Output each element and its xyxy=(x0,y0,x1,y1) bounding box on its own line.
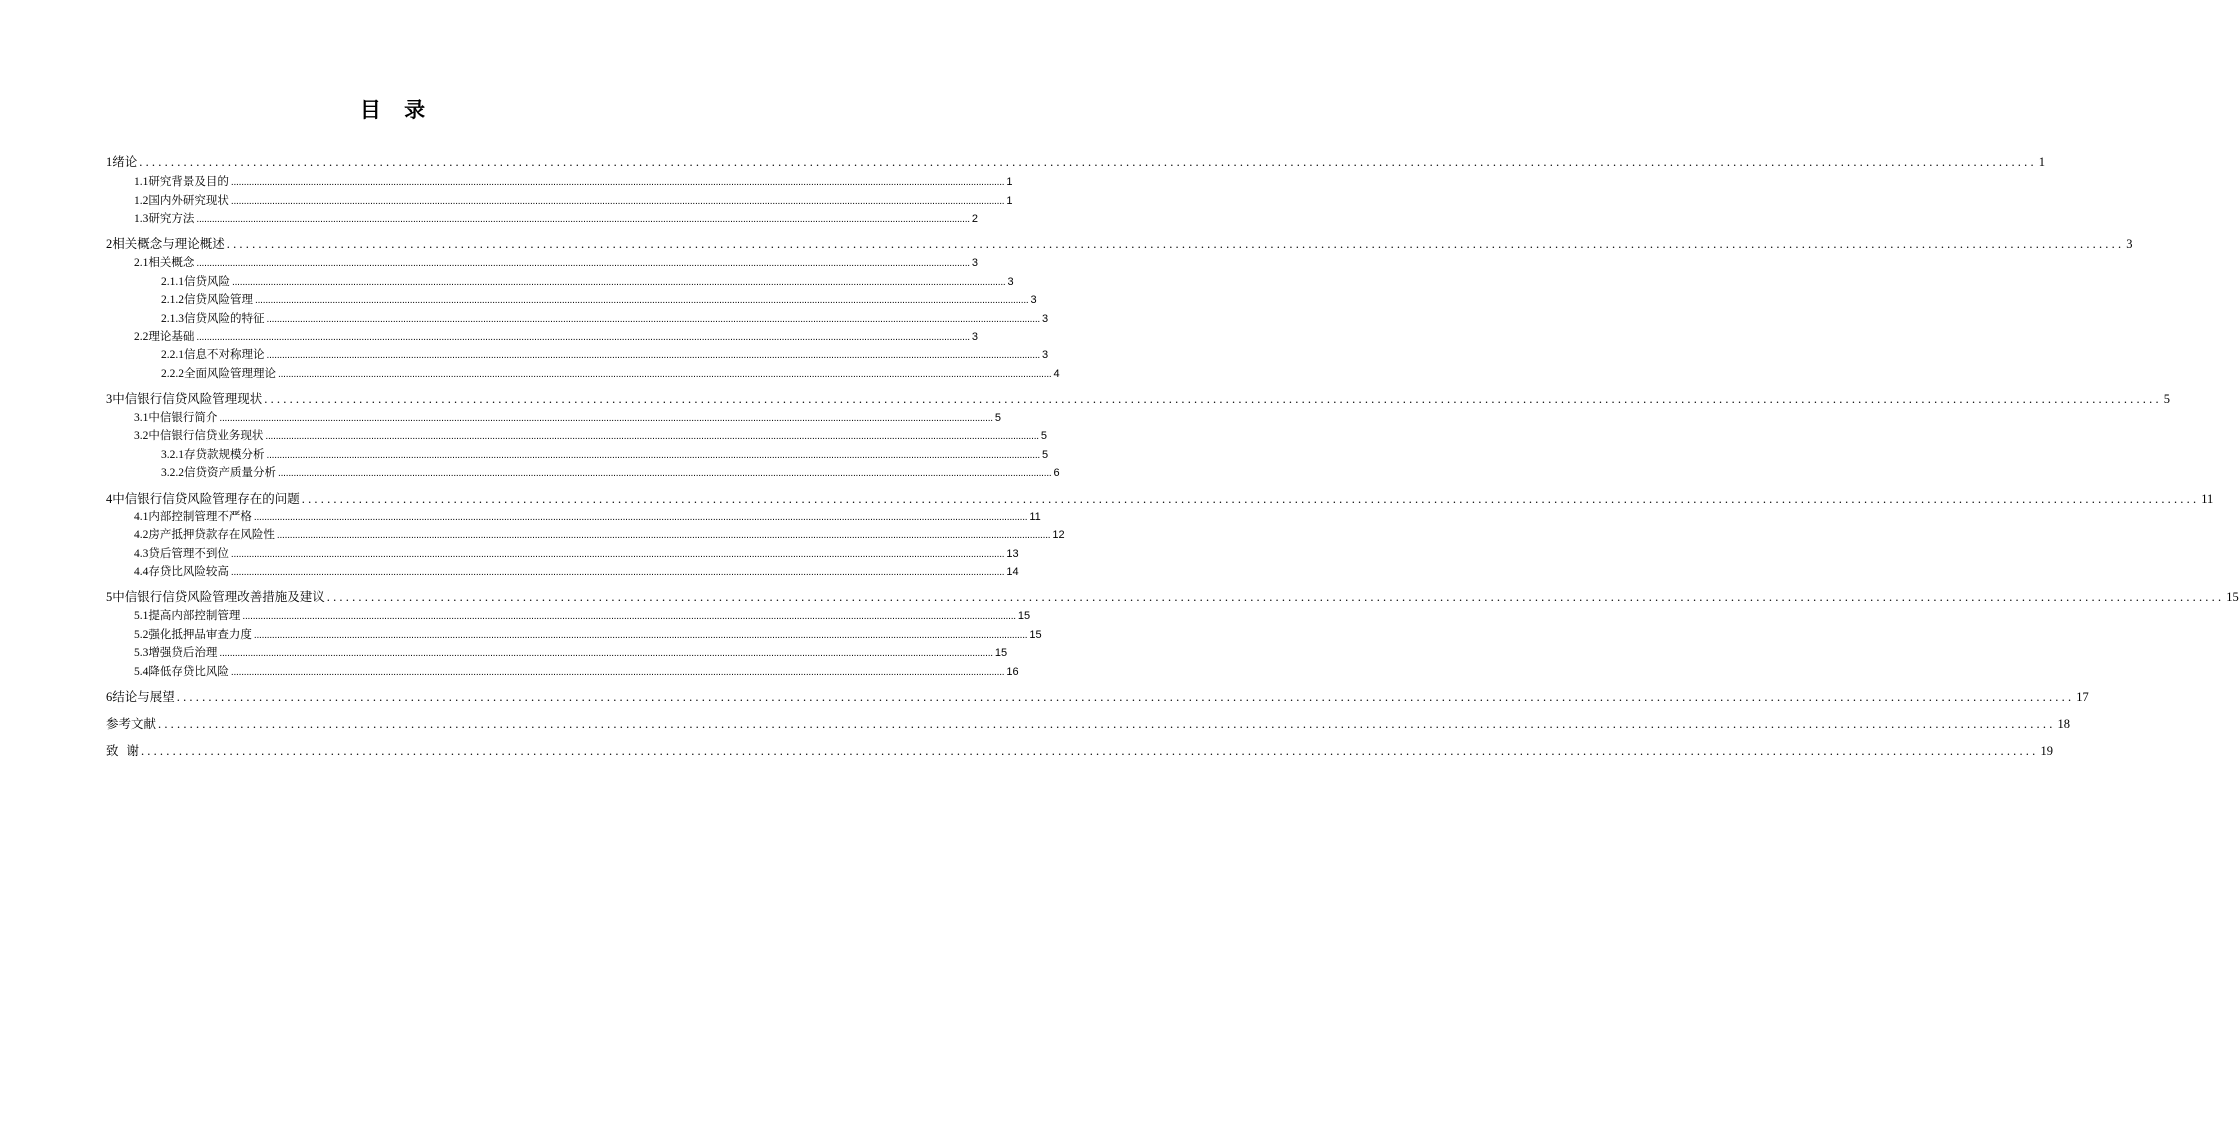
toc-entry-page: 11 xyxy=(2201,492,2214,506)
toc-entry-page: 4 xyxy=(1053,368,1060,380)
toc-dot-leader: ............................................................................................................................................................................................................................................................................................................ xyxy=(264,392,2162,406)
toc-dot-leader: ............................................................................................................................................................................................................................................................................................................ xyxy=(230,196,1005,207)
toc-entry-number: 5.3 xyxy=(134,647,149,659)
toc-entry-title: 信贷资产质量分析 xyxy=(184,465,276,479)
toc-dot-leader: ............................................................................................................................................................................................................................................................................................................ xyxy=(276,530,1051,541)
toc-dot-leader: ............................................................................................................................................................................................................................................................................................................ xyxy=(230,177,1005,188)
toc-entry-number: 1.1 xyxy=(134,176,149,188)
toc-entry-number: 1 xyxy=(106,155,113,169)
toc-entry-title: 参考文献 xyxy=(106,716,157,731)
toc-entry-page: 3 xyxy=(2126,237,2133,251)
toc-dot-leader: ............................................................................................................................................................................................................................................................................................................ xyxy=(176,690,2075,704)
toc-entry-page: 3 xyxy=(1042,349,1049,361)
toc-entry[interactable] xyxy=(106,152,2046,170)
toc-entry[interactable] xyxy=(134,173,1013,189)
toc-entry[interactable] xyxy=(134,409,1001,425)
toc-entry-number: 2.2.2 xyxy=(161,368,184,380)
toc-entry-title: 信贷风险 xyxy=(184,274,230,288)
toc-dot-leader: ............................................................................................................................................................................................................................................................................................................ xyxy=(326,590,2225,604)
toc-entry-title: 理论基础 xyxy=(148,329,195,343)
toc-entry-number: 3.1 xyxy=(134,412,149,424)
toc-entry-number: 2.1.1 xyxy=(161,276,184,288)
toc-entry[interactable] xyxy=(134,210,978,226)
toc-entry-title: 存贷款规模分析 xyxy=(184,447,265,461)
toc-entry-page: 5 xyxy=(1042,449,1049,461)
toc-entry-title: 国内外研究现状 xyxy=(148,193,229,207)
toc-dot-leader: ............................................................................................................................................................................................................................................................................................................ xyxy=(232,277,1006,288)
toc-dot-leader: ............................................................................................................................................................................................................................................................................................................ xyxy=(255,295,1029,306)
toc-entry[interactable] xyxy=(134,328,978,344)
toc-entry-page: 11 xyxy=(1029,511,1041,523)
toc-entry-page: 16 xyxy=(1006,666,1019,678)
toc-entry[interactable] xyxy=(134,427,1047,443)
toc-dot-leader: ............................................................................................................................................................................................................................................................................................................ xyxy=(265,431,1039,442)
toc-entry-page: 6 xyxy=(1053,467,1060,479)
toc-entry-title: 相关概念与理论概述 xyxy=(112,236,225,251)
toc-entry[interactable] xyxy=(106,389,2171,407)
toc-entry[interactable] xyxy=(161,346,1049,362)
toc-entry[interactable] xyxy=(134,192,1013,208)
toc-entry-page: 3 xyxy=(1042,313,1049,325)
toc-entry-number: 3 xyxy=(106,392,113,406)
toc-entry-page: 1 xyxy=(2038,155,2046,169)
toc-dot-leader: ............................................................................................................................................................................................................................................................................................................ xyxy=(242,611,1016,622)
toc-entry-title: 致 谢 xyxy=(106,743,139,758)
toc-dot-leader: ............................................................................................................................................................................................................................................................................................................ xyxy=(226,237,2125,251)
toc-entry-title: 中信银行信贷风险管理现状 xyxy=(112,391,263,406)
toc-entry-page: 2 xyxy=(971,213,978,225)
toc-entry[interactable] xyxy=(134,663,1019,679)
toc-entry[interactable] xyxy=(134,526,1065,542)
toc-entry-page: 5 xyxy=(1040,430,1047,442)
toc-dot-leader: ............................................................................................................................................................................................................................................................................................................ xyxy=(230,549,1005,560)
toc-entry-number: 5.2 xyxy=(134,629,149,641)
toc-entry[interactable] xyxy=(134,626,1042,642)
toc-entry[interactable] xyxy=(106,587,2239,605)
toc-entry-page: 5 xyxy=(2163,392,2171,406)
toc-entry[interactable] xyxy=(134,545,1019,561)
toc-entry-title: 降低存贷比风险 xyxy=(148,664,229,678)
toc-entry[interactable] xyxy=(106,714,2071,732)
toc-dot-leader: ............................................................................................................................................................................................................................................................................................................ xyxy=(219,648,993,659)
toc-entry[interactable] xyxy=(161,310,1049,326)
toc-entry-page: 14 xyxy=(1006,566,1019,578)
toc-entry-number: 5.4 xyxy=(134,666,149,678)
toc-dot-leader: ............................................................................................................................................................................................................................................................................................................ xyxy=(230,567,1005,578)
toc-entry-page: 1 xyxy=(1006,176,1013,188)
toc-entry-title: 强化抵押品审查力度 xyxy=(148,627,252,641)
toc-entry[interactable] xyxy=(106,489,2214,507)
toc-entry-page: 15 xyxy=(1029,629,1042,641)
toc-entry-number: 3.2 xyxy=(134,430,149,442)
toc-entry-number: 4.3 xyxy=(134,548,149,560)
toc-entry[interactable] xyxy=(161,291,1037,307)
toc-entry-number: 1.2 xyxy=(134,195,149,207)
toc-dot-leader: ............................................................................................................................................................................................................................................................................................................ xyxy=(196,258,970,269)
toc-entry-page: 17 xyxy=(2076,690,2089,704)
toc-entry-number: 2.2 xyxy=(134,331,149,343)
toc-entry-number: 2.1.3 xyxy=(161,313,184,325)
toc-entry-title: 中信银行信贷风险管理改善措施及建议 xyxy=(112,589,325,604)
toc-entry-title: 绪论 xyxy=(112,154,138,169)
toc-entry-title: 中信银行简介 xyxy=(148,410,218,424)
toc-entry[interactable] xyxy=(134,508,1041,524)
toc-entry-title: 贷后管理不到位 xyxy=(148,546,229,560)
toc-entry-number: 2.1 xyxy=(134,257,149,269)
page-title: 目 录 xyxy=(359,98,434,122)
toc-dot-leader: ............................................................................................................................................................................................................................................................................................................ xyxy=(266,350,1040,361)
toc-entry-title: 中信银行信贷业务现状 xyxy=(148,428,264,442)
toc-entry-page: 3 xyxy=(971,257,978,269)
toc-entry-title: 内部控制管理不严格 xyxy=(148,509,252,523)
toc-entry-page: 18 xyxy=(2057,717,2071,731)
toc-entry-title: 中信银行信贷风险管理存在的问题 xyxy=(112,491,300,506)
toc-entry-number: 5.1 xyxy=(134,610,149,622)
toc-entry-page: 1 xyxy=(1006,195,1013,207)
toc-entry[interactable] xyxy=(161,446,1049,462)
toc-dot-leader: ............................................................................................................................................................................................................................................................................................................ xyxy=(196,214,970,225)
toc-entry-number: 5 xyxy=(106,590,113,604)
toc-entry-number: 1.3 xyxy=(134,213,149,225)
toc-entry[interactable] xyxy=(134,563,1019,579)
toc-entry-page: 12 xyxy=(1052,529,1065,541)
toc-dot-leader: ............................................................................................................................................................................................................................................................................................................ xyxy=(139,155,2037,169)
toc-entry-number: 6 xyxy=(106,690,113,704)
toc-entry[interactable] xyxy=(134,644,1008,660)
toc-dot-leader: ............................................................................................................................................................................................................................................................................................................ xyxy=(219,413,993,424)
toc-entry-title: 研究方法 xyxy=(148,211,195,225)
toc-entry-number: 4.2 xyxy=(134,529,149,541)
toc-entry-number: 3.2.2 xyxy=(161,467,184,479)
toc-entry-page: 3 xyxy=(1007,276,1014,288)
toc-entry-title: 研究背景及目的 xyxy=(148,174,229,188)
toc-dot-leader: ............................................................................................................................................................................................................................................................................................................ xyxy=(266,314,1040,325)
toc-entry-page: 3 xyxy=(971,331,978,343)
toc-entry-title: 结论与展望 xyxy=(112,689,175,704)
toc-entry-title: 相关概念 xyxy=(148,255,195,269)
toc-entry[interactable] xyxy=(106,234,2133,252)
toc-entry-title: 信贷风险管理 xyxy=(184,292,253,306)
toc-entry-title: 增强贷后治理 xyxy=(148,645,218,659)
toc-entry-number: 4.1 xyxy=(134,511,149,523)
toc-entry-title: 房产抵押贷款存在风险性 xyxy=(148,527,275,541)
toc-entry[interactable] xyxy=(106,741,2053,759)
toc-entry-number: 2 xyxy=(106,237,113,251)
toc-dot-leader: ............................................................................................................................................................................................................................................................................................................ xyxy=(140,744,2039,758)
toc-dot-leader: ............................................................................................................................................................................................................................................................................................................ xyxy=(196,332,970,343)
toc-entry[interactable] xyxy=(161,464,1060,480)
toc-entry-number: 4.4 xyxy=(134,566,149,578)
toc-entry-title: 信息不对称理论 xyxy=(184,347,265,361)
toc-entry-title: 提高内部控制管理 xyxy=(148,608,241,622)
toc-entry-page: 13 xyxy=(1006,548,1019,560)
toc-entry-title: 存贷比风险较高 xyxy=(148,564,229,578)
toc-entry-number: 2.2.1 xyxy=(161,349,184,361)
toc-dot-leader: ............................................................................................................................................................................................................................................................................................................ xyxy=(158,717,2056,731)
toc-entry-number: 2.1.2 xyxy=(161,294,184,306)
toc-dot-leader: ............................................................................................................................................................................................................................................................................................................ xyxy=(278,468,1052,479)
toc-dot-leader: ............................................................................................................................................................................................................................................................................................................ xyxy=(266,450,1040,461)
toc-entry[interactable] xyxy=(134,254,978,270)
toc-entry-title: 信贷风险的特征 xyxy=(184,311,265,325)
toc-dot-leader: ............................................................................................................................................................................................................................................................................................................ xyxy=(278,369,1052,380)
toc-entry[interactable] xyxy=(106,687,2089,705)
toc-dot-leader: ............................................................................................................................................................................................................................................................................................................ xyxy=(230,667,1005,678)
toc-dot-leader: ............................................................................................................................................................................................................................................................................................................ xyxy=(253,630,1028,641)
toc-entry[interactable] xyxy=(161,273,1014,289)
toc-dot-leader: ............................................................................................................................................................................................................................................................................................................ xyxy=(253,512,1028,523)
toc-entry-page: 5 xyxy=(994,412,1001,424)
toc-entry-title: 全面风险管理理论 xyxy=(184,366,276,380)
toc-entry-page: 15 xyxy=(2226,590,2239,604)
toc-entry-page: 15 xyxy=(1017,610,1031,622)
toc-entry[interactable] xyxy=(161,365,1060,381)
toc-entry-page: 3 xyxy=(1030,294,1037,306)
toc-entry-page: 15 xyxy=(994,647,1008,659)
toc-entry-page: 19 xyxy=(2040,744,2053,758)
toc-entry-number: 3.2.1 xyxy=(161,449,184,461)
toc-dot-leader: ............................................................................................................................................................................................................................................................................................................ xyxy=(301,492,2200,506)
toc-entry-number: 4 xyxy=(106,492,113,506)
toc-entry[interactable] xyxy=(134,607,1031,623)
